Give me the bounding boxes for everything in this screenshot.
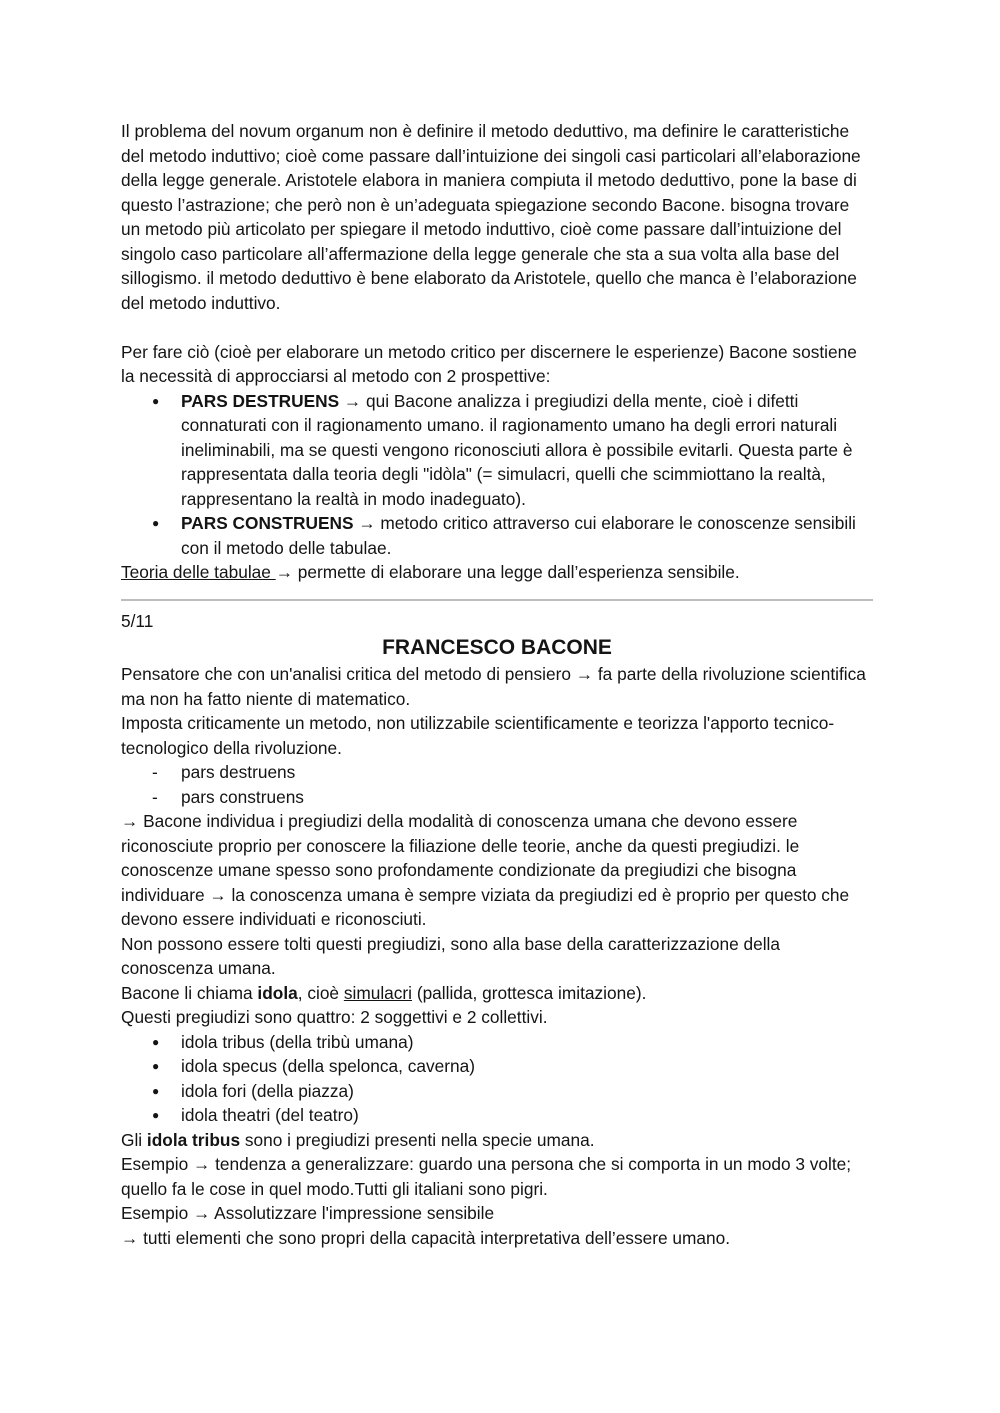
pars-construens-term: PARS CONSTRUENS [181,513,354,533]
list-item: - pars construens [181,785,873,810]
paragraph-pregiudizi: → Bacone individua i pregiudizi della modalità di conoscenza umana che devono essere riconosciute proprio per conoscere la filiazione delle teorie, anche da questi pregiudizi. le conoscenze umane spesso sono profondamente condizionate da pregiudizi che bisogna individuare → la conoscenza umana è sempre viziata da pregiudizi ed è proprio per questo che devono essere individuati e riconosciuti. [121,811,850,929]
text-run: , cioè [297,982,344,1003]
list-item: - pars destruens [181,760,873,785]
paragraph-non-possono: Non possono essere tolti questi pregiudizi, sono alla base della caratterizzazione della conoscenza umana. [121,933,780,978]
list-item: ● idola specus (della spelonca, caverna) [181,1054,873,1079]
paragraph-novum-organum: Il problema del novum organum non è definire il metodo deduttivo, ma definire le caratteristiche del metodo induttivo; cioè come passare dall’intuizione dei singoli casi particolari all’elaborazione della legge generale. Aristotele elabora in maniera compiuta il metodo deduttivo, pone la base di questo l’astrazione; che però non è un’adeguata spiegazione secondo Bacone. bisogna trovare un metodo più articolato per spiegare il metodo induttivo, cioè come passare dall’intuizione del singolo caso particolare all’affermazione della legge generale che sta a sua volta alla base del sillogismo. il metodo deduttivo è bene elaborato da Aristotele, quello che manca è l’elaborazione del metodo induttivo. [121,121,861,313]
paragraph-idola [121,981,873,1006]
text-run: (pallida, grottesca imitazione). [412,982,647,1003]
paragraph-esempio-2: Esempio → Assolutizzare l'impressione sensibile [121,1203,495,1223]
paragraph-prospettive: Per fare ciò (cioè per elaborare un metodo critico per discernere le esperienze) Bacone sostiene la necessità di approcciarsi al metodo con 2 prospettive: [121,341,857,386]
paragraph-idola-tribus [121,1128,873,1153]
tabulae-text: → permette di elaborare una legge dall’esperienza sensibile. [275,562,740,582]
paragraph-pensatore: Pensatore che con un'analisi critica del metodo di pensiero → fa parte della rivoluzione scientifica ma non ha fatto niente di matematico. [121,664,866,709]
list-item [181,389,873,512]
text-run: Bacone li chiama [121,982,258,1003]
section-title: FRANCESCO BACONE [382,636,612,659]
paragraph-quattro: Questi pregiudizi sono quattro: 2 soggettivi e 2 collettivi. [121,1007,548,1027]
list-item: ● idola theatri (del teatro) [181,1103,873,1128]
list-item: ● idola tribus (della tribù umana) [181,1030,873,1055]
paragraph-conclusione: → tutti elementi che sono propri della capacità interpretativa dell’essere umano. [121,1227,731,1248]
blank-line [121,315,873,340]
list-item: ● idola fori (della piazza) [181,1079,873,1104]
idola-list [121,1030,873,1128]
date-label: 5/11 [121,610,154,631]
pars-destruens-term: PARS DESTRUENS [181,390,340,411]
pars-list [121,760,873,809]
text-run: sono i pregiudizi presenti nella specie umana. [240,1129,595,1150]
list-item-text: → metodo critico attraverso cui elaborare le conoscenze sensibili con il metodo delle tabulae. [181,513,856,558]
idola-term: idola [257,982,298,1003]
list-item-text: → qui Bacone analizza i pregiudizi della mente, cioè i difetti connaturati con il ragionamento umano. il ragionamento umano ha degli errori naturali ineliminabili, ma se questi vengono riconosciuti allora è possibile evitarli. Questa parte è rappresentata dalla teoria degli "idòla" (= simulacri, quelli che scimmiottano la realtà, rappresentano la realtà in modo inadeguato). [181,390,853,509]
list-item [181,511,873,560]
prospettive-list [121,389,873,561]
text-run: Gli [121,1129,147,1150]
paragraph-tabulae [121,560,873,585]
idola-tribus-term: idola tribus [146,1129,241,1150]
paragraph-esempio-1: Esempio → tendenza a generalizzare: guardo una persona che si comporta in un modo 3 volte; quello fa le cose in quel modo.Tutti gli italiani sono pigri. [121,1154,852,1199]
paragraph-metodo: Imposta criticamente un metodo, non utilizzabile scientificamente e teorizza l'apporto tecnico-tecnologico della rivoluzione. [121,713,835,758]
section-divider [121,599,873,601]
simulacri-term: simulacri [343,982,413,1003]
document-page [121,119,873,1250]
tabulae-underlined-term: Teoria delle tabulae [121,562,276,582]
